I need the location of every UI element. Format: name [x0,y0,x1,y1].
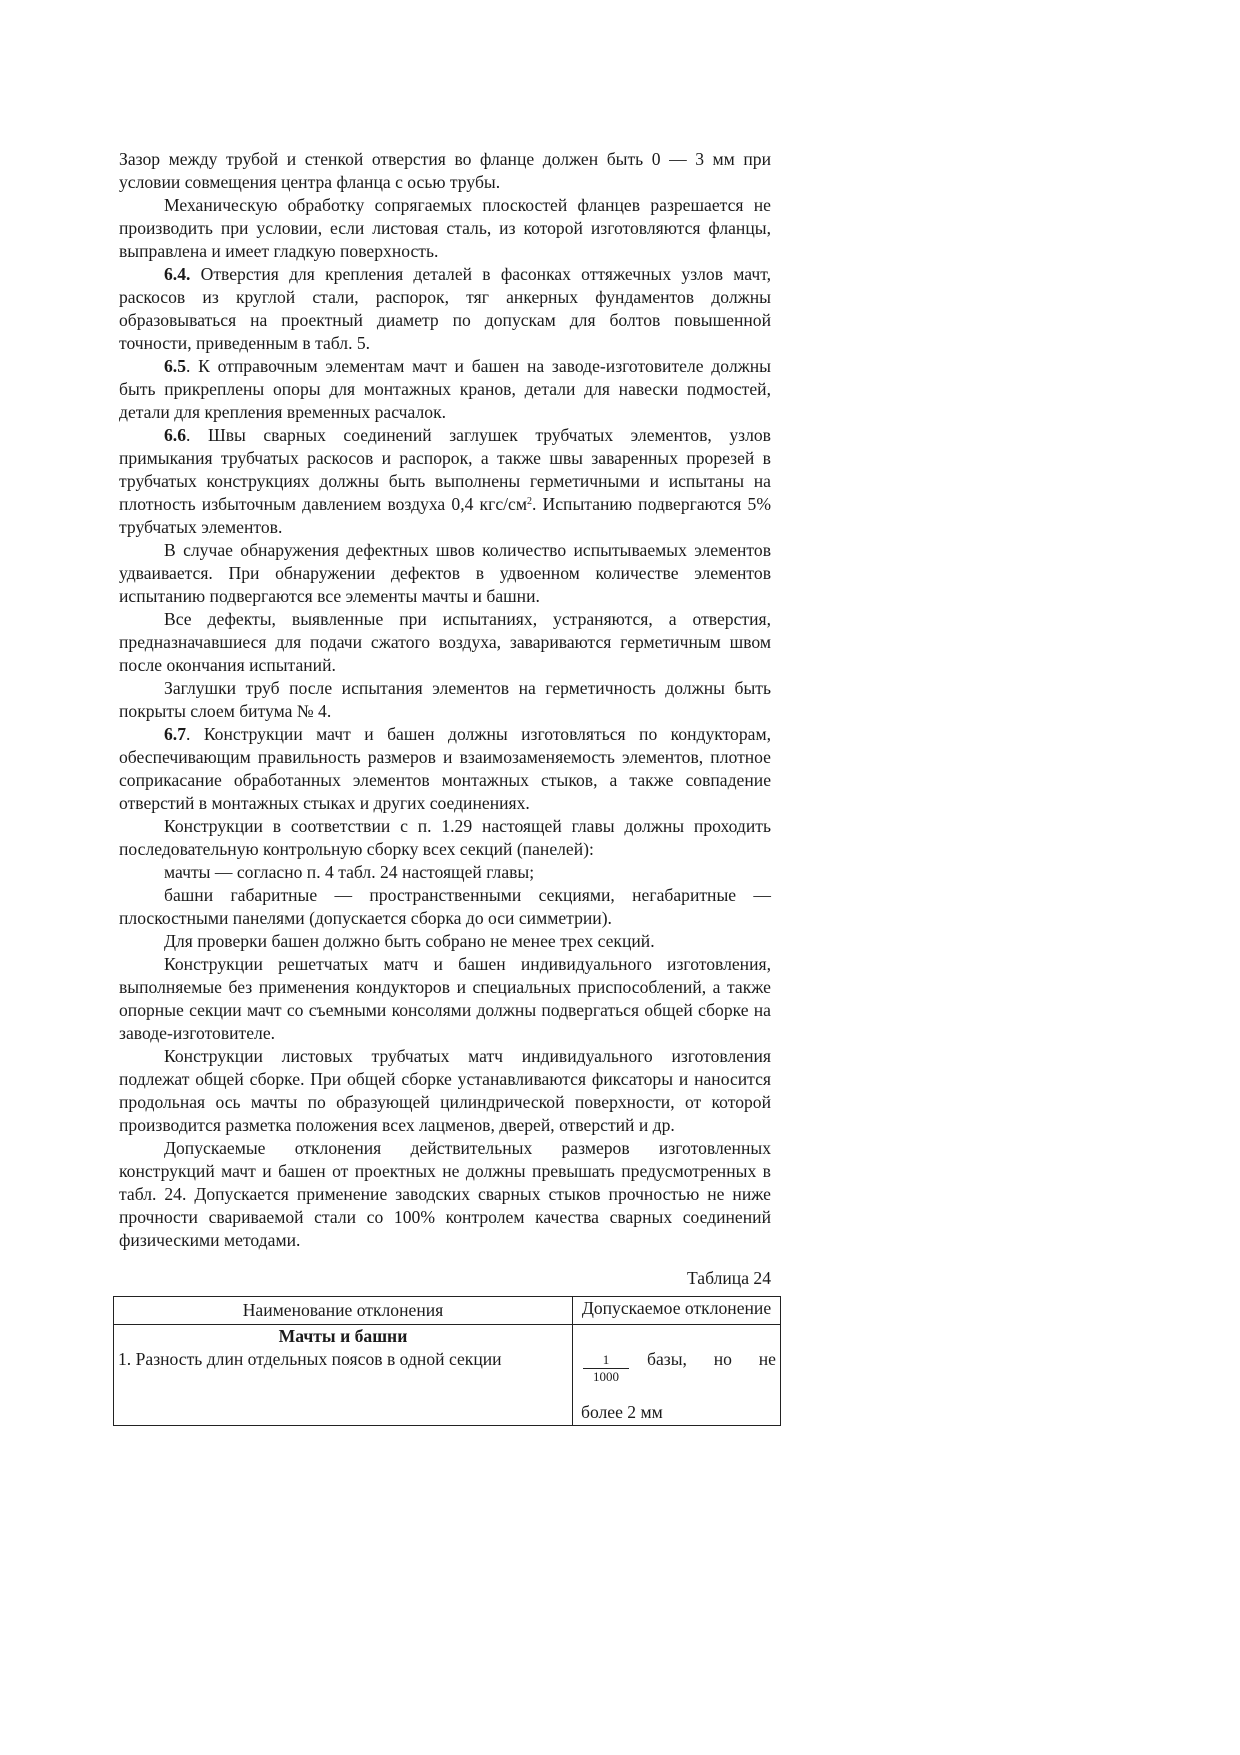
paragraph-6-7 [119,723,771,815]
paragraph-defects-repair: Все дефекты, выявленные при испытаниях, устраняются, а отверстия, предназначавшиеся для подачи сжатого воздуха, завариваются герметичным швом после окончания испытаний. [119,609,771,675]
paragraph-three-sections: Для проверки башен должно быть собрано не менее трех секций. [164,931,655,951]
fraction-denominator: 1000 [593,1369,619,1384]
superscript: 2 [526,496,532,507]
table-caption: Таблица 24 [686,1268,771,1288]
clause-number: 6.5 [164,356,186,376]
deviation-value [577,1325,776,1425]
clause-number: 6.6 [164,425,186,445]
paragraph-machining: Механическую обработку сопрягаемых плоскостей фланцев разрешается не производить при условии, если листовая сталь, из которой изготовляются фланцы, выправлена и имеет гладкую поверхность. [119,195,771,261]
paragraph-6-5 [119,355,771,424]
deviation-limit: более 2 мм [581,1402,663,1422]
table-cell-name [114,1325,573,1426]
paragraph-defects-doubling: В случае обнаружения дефектных швов количество испытываемых элементов удваивается. При обнаружении дефектов в удвоенном количестве элементов испытанию подвергаются все элементы мачты и башни. [119,540,771,606]
fraction-numerator: 1 [583,1352,629,1369]
paragraph-control-assembly: Конструкции в соответствии с п. 1.29 настоящей главы должны проходить последовательную контрольную сборку всех секций (панелей): [119,816,771,859]
paragraph-masts: мачты — согласно п. 4 табл. 24 настоящей главы; [164,862,535,882]
document-page [118,148,776,1426]
table-section-title: Мачты и башни [278,1326,408,1346]
paragraph-6-6 [119,424,771,539]
paragraph-lattice: Конструкции решетчатых матч и башен индивидуального изготовления, выполняемые без применения кондукторов и специальных приспособлений, а также опорные секции мачт со съемными консолями должны подвергаться общей сборке на заводе-изготовителе. [119,954,771,1043]
table-header-row [114,1297,781,1325]
paragraph-6-4 [119,263,771,355]
paragraph-tubular: Конструкции листовых трубчатых матч индивидуального изготовления подлежат общей сборке. При общей сборке устанавливаются фиксаторы и наносится продольная ось мачты по образующей цилиндрической поверхности, от которой производится разметка положения всех лацменов, дверей, отверстий и др. [119,1046,771,1135]
clause-text: Отверстия для крепления деталей в фасонках оттяжечных узлов мачт, раскосов из круглой стали, распорок, тяг анкерных фундаментов должны образовываться на проектный диаметр по допускам для болтов повышенной точности, приведенным в табл. 5. [119,264,771,353]
fraction [583,1352,629,1384]
table-header-deviation: Допускаемое отклонение [573,1297,781,1325]
paragraph-tolerances: Допускаемые отклонения действительных размеров изготовленных конструкций мачт и башен от проектных не должны превышать предусмотренных в табл. 24. Допускается применение заводских сварных стыков прочностью не ниже прочности свариваемой стали со 100% контролем качества сварных соединений физическими методами. [119,1138,771,1250]
table-header-name: Наименование отклонения [114,1297,573,1325]
paragraph-flange-gap: Зазор между трубой и стенкой отверстия во фланце должен быть 0 — 3 мм при условии совмещения центра фланца с осью трубы. [119,149,771,192]
clause-text: . К отправочным элементам мачт и башен на заводе-изготовителе должны быть прикреплены опоры для монтажных кранов, детали для навески подмостей, детали для крепления временных расчалок. [119,356,771,422]
table-row [114,1325,781,1426]
paragraph-towers: башни габаритные — пространственными секциями, негабаритные — плоскостными панелями (допускается сборка до оси симметрии). [119,885,771,928]
paragraph-bitumen: Заглушки труб после испытания элементов на герметичность должны быть покрыты слоем битума № 4. [119,678,771,721]
clause-text: . Швы сварных соединений заглушек трубчатых элементов, узлов примыкания трубчатых раскосов и распорок, а также швы заваренных прорезей в трубчатых конструкциях должны быть выполнены герметичными и испытаны на плотность избыточным давлением воздуха 0,4 кгс/см [119,425,771,514]
clause-text: . Конструкции мачт и башен должны изготовляться по кондукторам, обеспечивающим правильность размеров и взаимозаменяемость элементов, плотное соприкасание обработанных элементов монтажных стыков, а также совпадение отверстий в монтажных стыках и других соединениях. [119,724,771,813]
deviation-text: базы, но не [647,1349,776,1369]
tolerance-table [113,1296,781,1426]
clause-number: 6.7 [164,724,186,744]
clause-text-cont: . Испытанию подвергаются 5% трубчатых элементов. [119,494,771,537]
row-name: 1. Разность длин отдельных поясов в одной секции [118,1349,502,1369]
clause-number: 6.4. [164,264,191,284]
table-cell-deviation [573,1325,781,1426]
